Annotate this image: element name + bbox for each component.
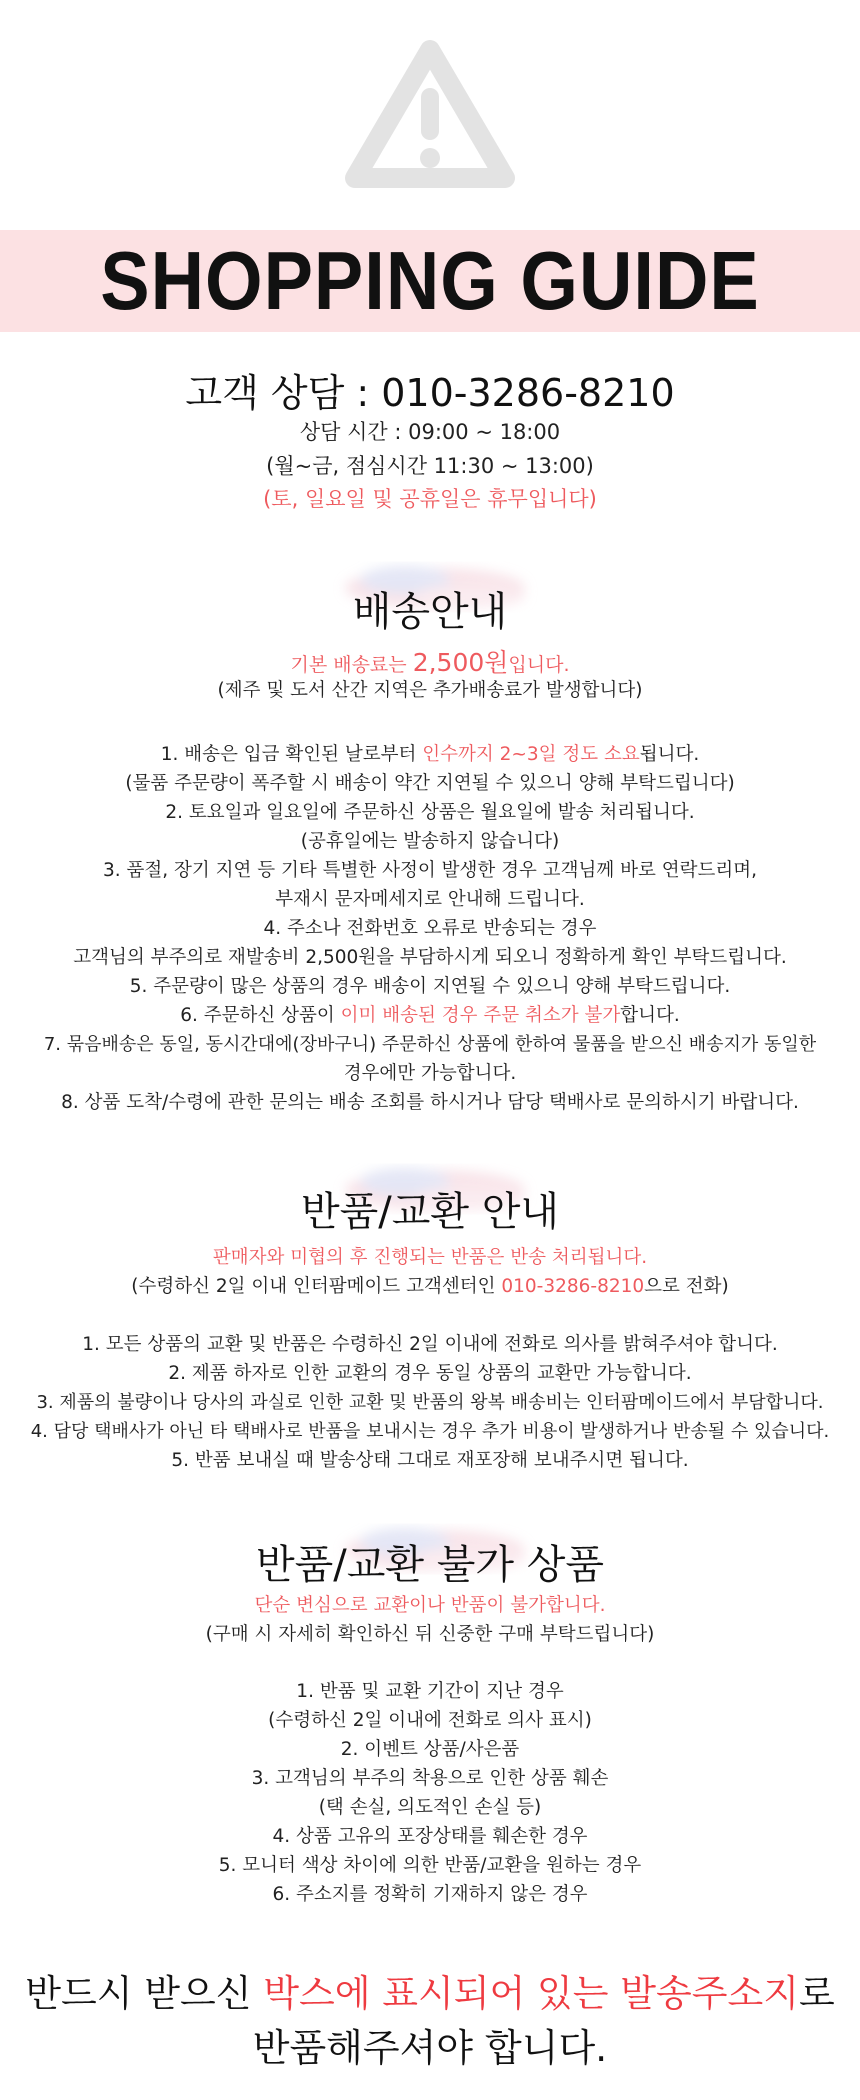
shipping-line-4b: 고객님의 부주의로 재발송비 2,500원을 부담하시게 되오니 정확하게 확인 부탁드립니다.: [73, 947, 787, 968]
returns-line-4: 4. 담당 택배사가 아닌 타 택배사로 반품을 보내시는 경우 추가 비용이 발생하거나 반송될 수 있습니다.: [30, 1421, 830, 1442]
shipping-line-4: 4. 주소나 전화번호 오류로 반송되는 경우: [263, 918, 597, 939]
returns-line-1: 1. 모든 상품의 교환 및 반품은 수령하신 2일 이내에 전화로 의사를 밝혀주셔야 합니다.: [82, 1334, 778, 1355]
shipping-line-7b: 경우에만 가능합니다.: [343, 1063, 517, 1084]
final-notice-line-2: 반품해주셔야 합니다.: [252, 2026, 608, 2070]
shipping-line-7: 7. 묶음배송은 동일, 동시간대에(장바구니) 주문하신 상품에 한하여 물품을 받으신 배송지가 동일한: [43, 1034, 817, 1055]
non-returnable-section-title: 반품/교환 불가 상품: [255, 1542, 605, 1588]
shipping-line-1: 1. 배송은 입금 확인된 날로부터 인수까지 2~3일 정도 소요됩니다.: [160, 744, 700, 765]
contact-hours: 상담 시간 : 09:00 ~ 18:00: [299, 420, 561, 444]
non-returnable-line-1: 1. 반품 및 교환 기간이 지난 경우: [296, 1681, 564, 1702]
returns-contact-note: (수령하신 2일 이내 인터팜메이드 고객센터인 010-3286-8210으로 전화): [131, 1276, 729, 1297]
page-title: SHOPPING GUIDE: [100, 233, 760, 327]
shipping-line-2: 2. 토요일과 일요일에 주문하신 상품은 월요일에 발송 처리됩니다.: [165, 802, 695, 823]
shipping-line-5: 5. 주문량이 많은 상품의 경우 배송이 지연될 수 있으니 양해 부탁드립니다.: [129, 976, 731, 997]
returns-section-title: 반품/교환 안내: [300, 1189, 560, 1235]
shipping-island-note: (제주 및 도서 산간 지역은 추가배송료가 발생합니다): [217, 680, 643, 701]
non-returnable-line-5: 5. 모니터 색상 차이에 의한 반품/교환을 원하는 경우: [218, 1855, 642, 1876]
non-returnable-line-2: 2. 이벤트 상품/사은품: [340, 1739, 520, 1760]
contact-holiday: (토, 일요일 및 공휴일은 휴무입니다): [263, 487, 597, 511]
shipping-section-title: 배송안내: [352, 589, 508, 635]
contact-lunch: (월~금, 점심시간 11:30 ~ 13:00): [266, 454, 594, 478]
shipping-line-3b: 부재시 문자메세지로 안내해 드립니다.: [275, 889, 585, 910]
final-notice-line-1: 반드시 받으신 박스에 표시되어 있는 발송주소지로: [25, 1972, 835, 2015]
shipping-line-8: 8. 상품 도착/수령에 관한 문의는 배송 조회를 하시거나 담당 택배사로 문의하시기 바랍니다.: [61, 1092, 799, 1113]
non-returnable-note: (구매 시 자세히 확인하신 뒤 신중한 구매 부탁드립니다): [205, 1624, 655, 1645]
shipping-line-1b: (물품 주문량이 폭주할 시 배송이 약간 지연될 수 있으니 양해 부탁드립니다): [125, 773, 735, 794]
warning-triangle-icon: [343, 36, 517, 196]
shipping-base-fee: 기본 배송료는 2,500원입니다.: [290, 648, 570, 677]
shipping-line-2b: (공휴일에는 발송하지 않습니다): [300, 831, 560, 852]
non-returnable-line-3b: (택 손실, 의도적인 손실 등): [318, 1797, 542, 1818]
non-returnable-line-3: 3. 고객님의 부주의 착용으로 인한 상품 훼손: [251, 1768, 609, 1789]
contact-phone-line: 고객 상담 : 010-3286-8210: [185, 371, 675, 415]
returns-line-3: 3. 제품의 불량이나 당사의 과실로 인한 교환 및 반품의 왕복 배송비는 인터팜메이드에서 부담합니다.: [36, 1392, 824, 1413]
returns-line-5: 5. 반품 보내실 때 발송상태 그대로 재포장해 보내주시면 됩니다.: [171, 1450, 689, 1471]
non-returnable-line-1b: (수령하신 2일 이내에 전화로 의사 표시): [268, 1710, 592, 1731]
returns-line-2: 2. 제품 하자로 인한 교환의 경우 동일 상품의 교환만 가능합니다.: [168, 1363, 692, 1384]
non-returnable-red-note: 단순 변심으로 교환이나 반품이 불가합니다.: [254, 1595, 606, 1616]
non-returnable-line-4: 4. 상품 고유의 포장상태를 훼손한 경우: [272, 1826, 588, 1847]
shipping-line-6: 6. 주문하신 상품이 이미 배송된 경우 주문 취소가 불가합니다.: [180, 1005, 680, 1026]
shipping-line-3: 3. 품절, 장기 지연 등 기타 특별한 사정이 발생한 경우 고객님께 바로 연락드리며,: [103, 860, 757, 881]
non-returnable-line-6: 6. 주소지를 정확히 기재하지 않은 경우: [272, 1884, 588, 1905]
returns-red-note: 판매자와 미협의 후 진행되는 반품은 반송 처리됩니다.: [212, 1247, 648, 1268]
